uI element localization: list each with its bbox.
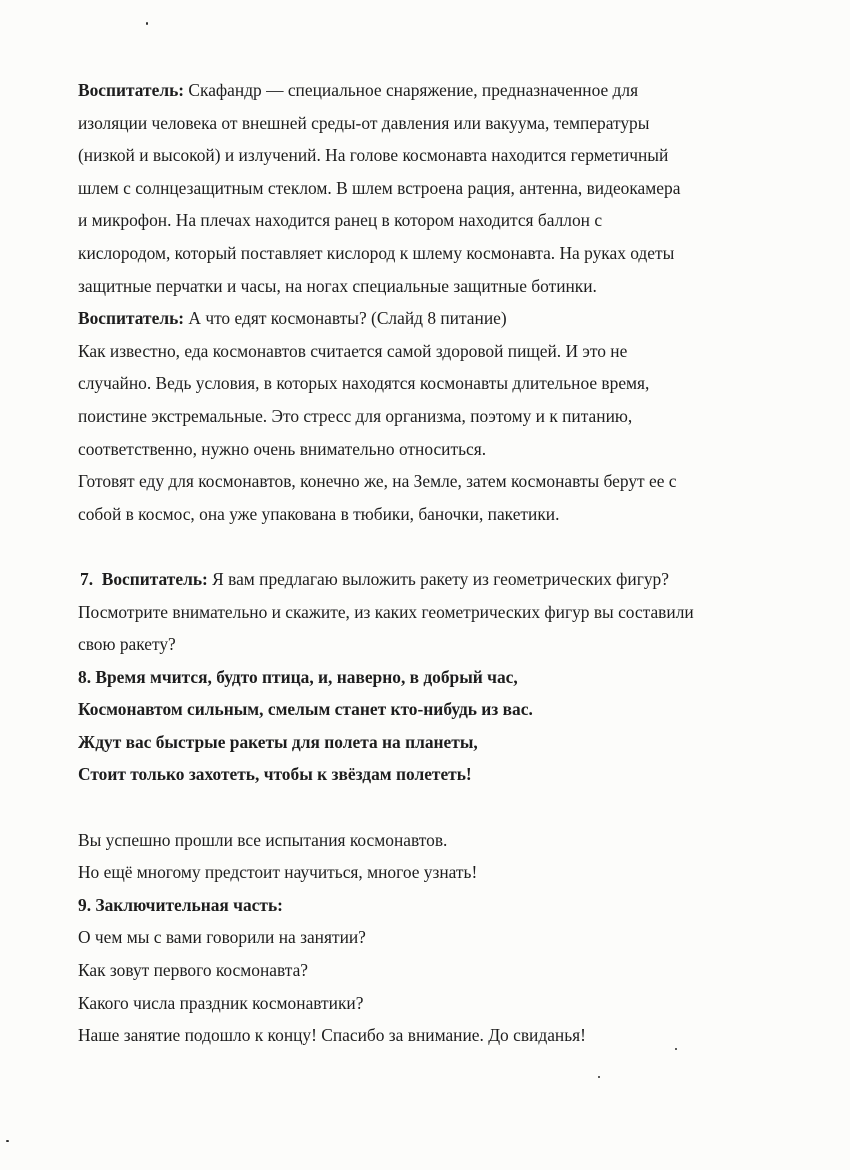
paragraph-line: соответственно, нужно очень внимательно относиться. [78, 438, 487, 459]
paragraph-line: поистине экстремальные. Это стресс для организма, поэтому и к питанию, [78, 405, 633, 426]
paragraph-line: случайно. Ведь условия, в которых находятся космонавты длительное время, [78, 373, 650, 394]
scan-speck [6, 1140, 9, 1142]
paragraph-line [78, 302, 778, 335]
scan-speck [146, 22, 148, 25]
section-number: 7. [80, 568, 94, 589]
paragraph-line: защитные перчатки и часы, на ногах специальные защитные ботинки. [78, 275, 597, 296]
document-text [78, 74, 778, 1052]
text-run: Я вам предлагаю выложить ракету из геометрических фигур? [207, 568, 669, 589]
paragraph-gap [78, 530, 778, 563]
paragraph-line: собой в космос, она уже упакована в тюбики, баночки, пакетики. [78, 503, 560, 524]
paragraph-line: Но ещё многому предстоит научиться, многое узнать! [78, 862, 478, 883]
paragraph-line: Как зовут первого космонавта? [78, 960, 309, 981]
paragraph-line: Наше занятие подошло к концу! Спасибо за внимание. До свиданья! [78, 1025, 586, 1046]
poem-line: Ждут вас быстрые ракеты для полета на планеты, [78, 731, 478, 752]
paragraph-line: О чем мы с вами говорили на занятии? [78, 927, 366, 948]
paragraph-line: Посмотрите внимательно и скажите, из каких геометрических фигур вы составили [78, 601, 694, 622]
paragraph-line: кислородом, который поставляет кислород к шлему космонавта. На руках одеты [78, 242, 675, 263]
poem-line: Космонавтом сильным, смелым станет кто-нибудь из вас. [78, 699, 533, 720]
text-run: Скафандр — специальное снаряжение, предназначенное для [184, 80, 639, 100]
paragraph-line [78, 563, 778, 596]
paragraph-line: шлем с солнцезащитным стеклом. В шлем встроена рация, антенна, видеокамера [78, 177, 681, 198]
poem-line: 8. Время мчится, будто птица, и, наверно, в добрый час, [78, 666, 518, 687]
speaker-label: Воспитатель: [78, 80, 185, 100]
paragraph-line: Как известно, еда космонавтов считается самой здоровой пищей. И это не [78, 340, 628, 361]
paragraph-line: свою ракету? [78, 634, 176, 655]
paragraph-line: Вы успешно прошли все испытания космонавтов. [78, 829, 448, 850]
paragraph-line: Готовят еду для космонавтов, конечно же, на Земле, затем космонавты берут ее с [78, 471, 677, 492]
speaker-label: Воспитатель: [78, 308, 185, 329]
paragraph-line: Какого числа праздник космонавтики? [78, 992, 364, 1013]
poem-line: Стоит только захотеть, чтобы к звёздам полететь! [78, 764, 472, 785]
section-heading: 9. Заключительная часть: [78, 894, 283, 915]
paragraph-line: (низкой и высокой) и излучений. На голове космонавта находится герметичный [78, 145, 669, 166]
scan-speck [598, 1076, 600, 1078]
paragraph-line: изоляции человека от внешней среды-от давления или вакуума, температуры [78, 112, 650, 133]
speaker-label: Воспитатель: [101, 568, 208, 589]
paragraph-line [78, 74, 778, 107]
paragraph-line: и микрофон. На плечах находится ранец в котором находится баллон с [78, 210, 603, 231]
paragraph-gap [78, 791, 778, 824]
text-run: А что едят космонавты? (Слайд 8 питание) [184, 308, 507, 329]
